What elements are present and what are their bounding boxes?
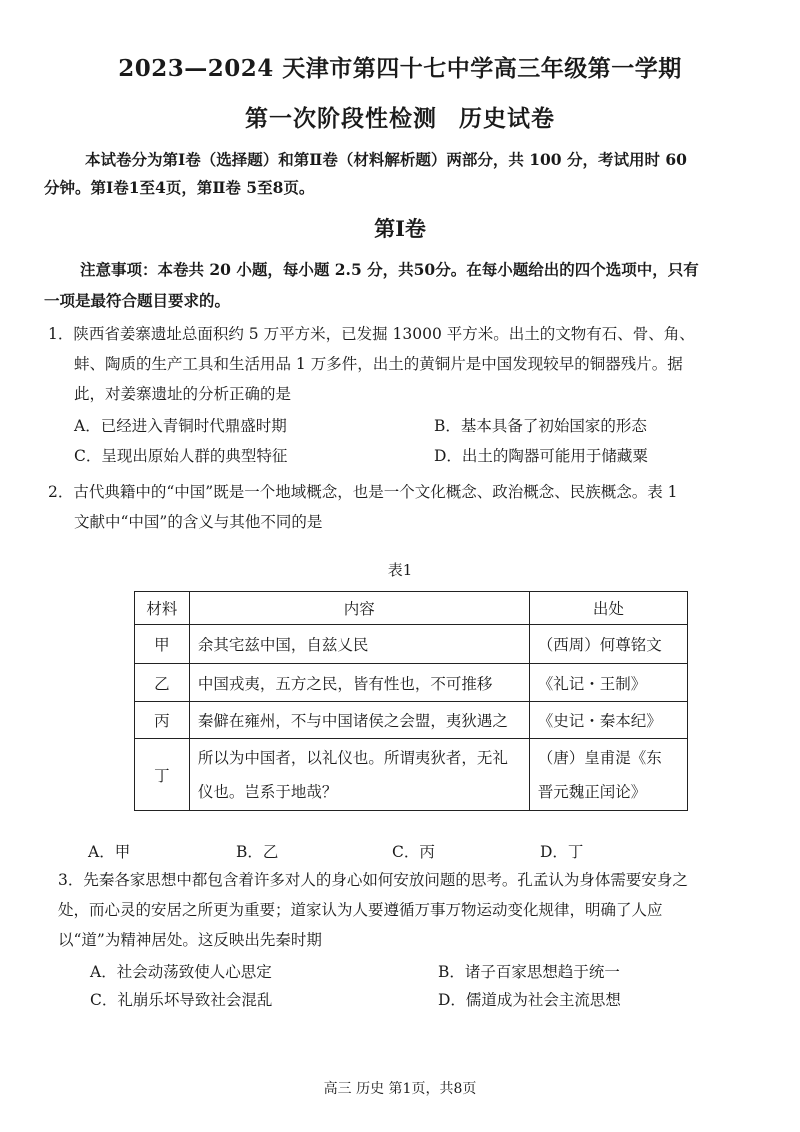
question-2-option-d: D．丁 [540,843,584,861]
table-row [135,739,688,811]
question-1-option-c: C．呈现出原始人群的典型特征 [74,447,288,465]
question-2-line-1: 2．古代典籍中的“中国”既是一个地域概念，也是一个文化概念、政治概念、民族概念。表 1 [48,483,678,501]
row-content: 余其宅兹中国，自兹乂民 [189,625,529,664]
question-1-option-b: B．基本具备了初始国家的形态 [434,417,647,435]
question-3-option-c: C．礼崩乐坏导致社会混乱 [90,991,273,1009]
question-2-line-2: 文献中“中国”的含义与其他不同的是 [74,513,323,531]
question-3-line-1: 3．先秦各家思想中都包含着许多对人的身心如何安放问题的思考。孔孟认为身体需要安身之 [58,871,688,889]
source-table [134,591,688,811]
question-3-option-b: B．诸子百家思想趋于统一 [438,963,620,981]
row-content-line-2: 仪也。岂系于地哉？ [197,782,338,801]
question-3-line-2: 处，而心灵的安居之所更为重要；道家认为人要遵循万事万物运动变化规律，明确了人应 [58,901,663,919]
row-label: 丙 [135,702,190,739]
row-source-line-2: 晋元魏正闰论》 [537,782,647,801]
question-2-option-c: C．丙 [392,843,435,861]
question-1-line-2: 蚌、陶质的生产工具和生活用品 1 万多件，出土的黄铜片是中国发现较早的铜器残片。据 [74,355,683,373]
table-row [135,625,688,664]
row-label: 乙 [135,664,190,702]
question-3-line-3: 以“道”为精神居处。这反映出先秦时期 [58,931,322,949]
row-source-line-1: （唐）皇甫湜《东 [537,748,662,767]
intro-line-2: 分钟。第Ⅰ卷1至4页，第Ⅱ卷 5至8页。 [44,178,315,197]
page-footer: 高三 历史 第1页，共8页 [323,1081,477,1097]
table-caption: 表1 [387,561,413,579]
table-header-source: 出处 [529,592,687,625]
table-row [135,664,688,702]
row-content [189,739,529,811]
intro-line-1: 本试卷分为第Ⅰ卷（选择题）和第Ⅱ卷（材料解析题）两部分，共 100 分，考试用时 60 [85,150,687,169]
row-source: 《礼记・王制》 [529,664,687,702]
row-label: 甲 [135,625,190,664]
row-content: 秦僻在雍州，不与中国诸侯之会盟，夷狄遇之 [189,702,529,739]
question-3-option-a: A．社会动荡致使人心思定 [90,963,272,981]
question-1-option-a: A．已经进入青铜时代鼎盛时期 [74,417,287,435]
row-label: 丁 [135,739,190,811]
question-1-option-d: D．出土的陶器可能用于储藏粟 [434,447,648,465]
row-content: 中国戎夷，五方之民，皆有性也，不可推移 [189,664,529,702]
exam-subtitle: 第一次阶段性检测 [245,105,437,132]
exam-subject: 历史试卷 [459,105,555,132]
exam-title-line1: 2023—2024 天津市第四十七中学高三年级第一学期 [118,55,682,82]
question-2-option-b: B．乙 [236,843,279,861]
table-row [135,702,688,739]
row-source [529,739,687,811]
notice-line-2: 一项是最符合题目要求的。 [44,291,231,310]
question-3-option-d: D．儒道成为社会主流思想 [438,991,621,1009]
question-1-line-3: 此，对姜寨遗址的分析正确的是 [74,385,292,403]
table-header-content: 内容 [189,592,529,625]
row-source: 《史记・秦本纪》 [529,702,687,739]
question-2-option-a: A．甲 [88,843,131,861]
table-header-material: 材料 [135,592,190,625]
row-source: （西周）何尊铭文 [529,625,687,664]
exam-title-line2 [0,100,800,133]
row-content-line-1: 所以为中国者，以礼仪也。所谓夷狄者，无礼 [197,748,508,767]
section-title: 第Ⅰ卷 [374,216,426,241]
table-header-row [135,592,688,625]
question-1-line-1: 1．陕西省姜寨遗址总面积约 5 万平方米，已发掘 13000 平方米。出土的文物有石、骨、角、 [48,325,695,343]
notice-line-1: 注意事项：本卷共 20 小题，每小题 2.5 分，共50分。在每小题给出的四个选项中，只有 [80,260,699,279]
